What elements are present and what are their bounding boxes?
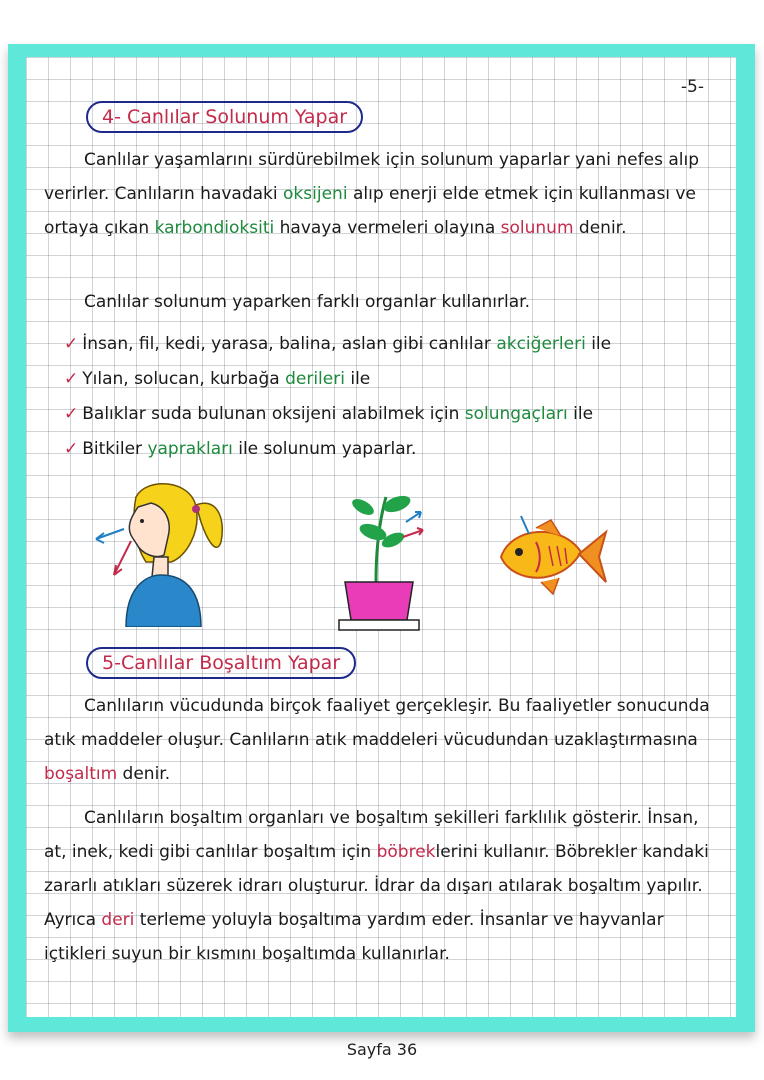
page-frame <box>8 44 755 1032</box>
section-4-paragraph-2: Canlılar solunum yaparken farklı organlar kullanırlar. <box>84 292 530 312</box>
keyword-bosaltim: boşaltım <box>44 764 118 784</box>
keyword-solunum: solunum <box>500 218 574 238</box>
plant-breathing-illustration <box>331 482 441 632</box>
check-icon: ✓ <box>64 369 79 389</box>
page-footer: Sayfa 36 <box>346 1040 418 1059</box>
keyword-deri: deri <box>101 910 135 930</box>
check-icon: ✓ <box>64 404 79 424</box>
section-4-title: 4- Canlılar Solunum Yapar <box>86 101 363 133</box>
fish-breathing-illustration <box>491 512 611 602</box>
list-item: ✓ Balıklar suda bulunan oksijeni alabilmek için solungaçları ile <box>64 404 594 424</box>
keyword-oksijen: oksijeni <box>283 184 348 204</box>
page-number: -5- <box>680 77 704 97</box>
list-item: ✓ Yılan, solucan, kurbağa derileri ile <box>64 369 371 389</box>
keyword-bobrek: böbrek <box>376 842 436 862</box>
notebook-sheet <box>26 57 736 1017</box>
respiration-organ-list <box>64 327 718 467</box>
section-5-paragraph-2: Canlıların boşaltım organları ve boşaltım şekilleri farklılık gösterir. İnsan, at, inek, kedi gibi canlılar boşaltım için böbreklerini kullanır. Böbrekler kandaki zararlı atıkları süzerek idrarı oluşturur. İdrar da dışarı atılarak boşaltım yapılır. Ayrıca deri terleme yoluyla boşaltıma yardım eder. İnsanlar ve hayvanlar içtikleri suyun bir kısmını boşaltımda kullanırlar. <box>44 808 709 964</box>
keyword-karbondioksit: karbondioksiti <box>154 218 275 238</box>
girl-breathing-illustration <box>76 477 246 627</box>
list-item: ✓ İnsan, fil, kedi, yarasa, balina, aslan gibi canlılar akciğerleri ile <box>64 334 612 354</box>
list-item: ✓ Bitkiler yaprakları ile solunum yaparlar. <box>64 439 417 459</box>
section-5-title: 5-Canlılar Boşaltım Yapar <box>86 647 356 679</box>
section-4-paragraph-1: Canlılar yaşamlarını sürdürebilmek için solunum yaparlar yani nefes alıp verirler. Canlıların havadaki oksijeni alıp enerji elde etmek için kullanması ve ortaya çıkan karbondioksiti havaya vermeleri olayına solunum denir. <box>44 150 699 238</box>
check-icon: ✓ <box>64 439 79 459</box>
section-5-paragraph-1: Canlıların vücudunda birçok faaliyet gerçekleşir. Bu faaliyetler sonucunda atık maddeler oluşur. Canlıların atık maddeleri vücudundan uzaklaştırmasına boşaltım denir. <box>44 696 710 784</box>
check-icon: ✓ <box>64 334 79 354</box>
